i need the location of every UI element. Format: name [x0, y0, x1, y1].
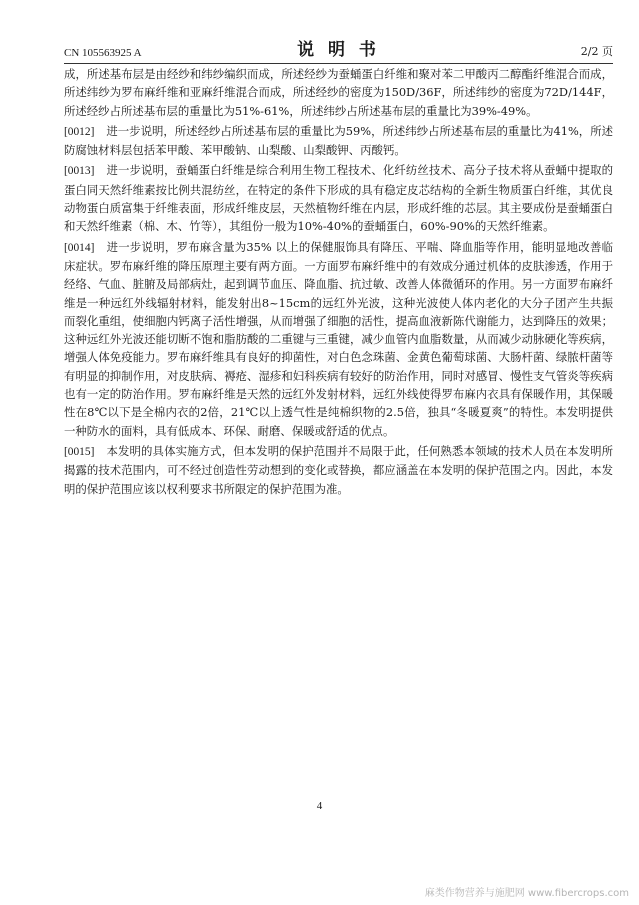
page-indicator: 2/2 页 — [580, 45, 613, 58]
paragraph-text: 进一步说明，罗布麻含量为35% 以上的保健服饰具有降压、平喘、降血脂等作用，能明显地改善临床症状。罗布麻纤维的降压原理主要有两方面。一方面罗布麻纤维中的有效成分通过机体的皮肤渗透，作用于经络、气血、脏腑及局部病灶，起到调节血压、降血脂、抗过敏、改善人体微循环的作用。另一方面罗布麻纤维是一种远红外线辐射材料，能发射出8~15cm的远红外光波，这种光波使人体内老化的大分子团产生共振而裂化重组，使细胞内钙离子活性增强，从而增强了细胞的活性，提高血液新陈代谢能力，达到降压的效果；这种远红外光波还能切断不饱和脂肪酸的二重键与三重键，减少血管内血脂数量，从而减少动脉硬化等疾病，增强人体免疫能力。罗布麻纤维具有良好的抑菌性，对白色念珠菌、金黄色葡萄球菌、大肠杆菌、绿脓杆菌等有明显的抑制作用，对皮肤病、褥疮、湿疹和妇科疾病有较好的防治作用，同时对感冒、慢性支气管炎等疾病也有一定的防治作用。罗布麻纤维是天然的远红外发射材料，远红外线使得罗布麻内衣具有保暖作用，其保暖性在8℃以下是全棉内衣的2倍，21℃以上透气性是纯棉织物的2.5倍，独具“冬暖夏爽”的特性。本发明提供一种防水的面料，具有低成本、环保、耐磨、保暖或舒适的优点。 — [64, 239, 613, 438]
paragraph-0014 — [64, 238, 613, 440]
description-body — [64, 65, 613, 500]
page-number: 4 — [316, 800, 323, 812]
paragraph-0015 — [64, 442, 613, 498]
paragraph-0012 — [64, 122, 613, 160]
paragraph-text: 成，所述基布层是由经纱和纬纱编织而成，所述经纱为蚕蛹蛋白纤维和聚对苯二甲酸丙二醇酯纤维混合而成，所述纬纱为罗布麻纤维和亚麻纤维混合而成，所述经纱的密度为150D/36F，所述纬纱的密度为72D/144F，所述经纱占所述基布层的重量比为51%-61%，所述纬纱占所述基布层的重量比为39%-49%。 — [64, 67, 613, 118]
paragraph-number: [0015] — [64, 445, 95, 458]
paragraph-0013 — [64, 161, 613, 235]
watermark-text: 麻类作物营养与施肥网 www.fibercrops.com — [424, 888, 629, 899]
publication-number: CN 105563925 A — [64, 47, 142, 59]
paragraph-number: [0012] — [64, 125, 95, 138]
paragraph-number: [0014] — [64, 241, 95, 254]
paragraph-number: [0013] — [64, 165, 95, 178]
document-title: 说 明 书 — [297, 40, 380, 60]
paragraph-text: 进一步说明，蚕蛹蛋白纤维是综合利用生物工程技术、化纤纺丝技术、高分子技术将从蚕蛹中提取的蛋白同天然纤维素按比例共混纺丝，在特定的条件下形成的具有稳定皮芯结构的全新生物质蛋白纤维，其优良动物蛋白质富集于纤维表面，形成纤维皮层，天然植物纤维在内层，形成纤维的芯层。其主要成份是蚕蛹蛋白和天然纤维素（棉、木、竹等），其组份一般为10%-40%的蚕蛹蛋白，60%-90%的天然纤维素。 — [64, 163, 613, 234]
paragraph-text: 进一步说明，所述经纱占所述基布层的重量比为59%，所述纬纱占所述基布层的重量比为41%，所述防腐蚀材料层包括苯甲酸、苯甲酸钠、山梨酸、山梨酸钾、丙酸钙。 — [64, 123, 613, 158]
paragraph-text: 本发明的具体实施方式，但本发明的保护范围并不局限于此，任何熟悉本领域的技术人员在本发明所揭露的技术范围内，可不经过创造性劳动想到的变化或替换，都应涵盖在本发明的保护范围之内。因此，本发明的保护范围应该以权利要求书所限定的保护范围为准。 — [64, 443, 613, 496]
paragraph-continued — [64, 65, 613, 120]
page-header — [64, 37, 613, 64]
